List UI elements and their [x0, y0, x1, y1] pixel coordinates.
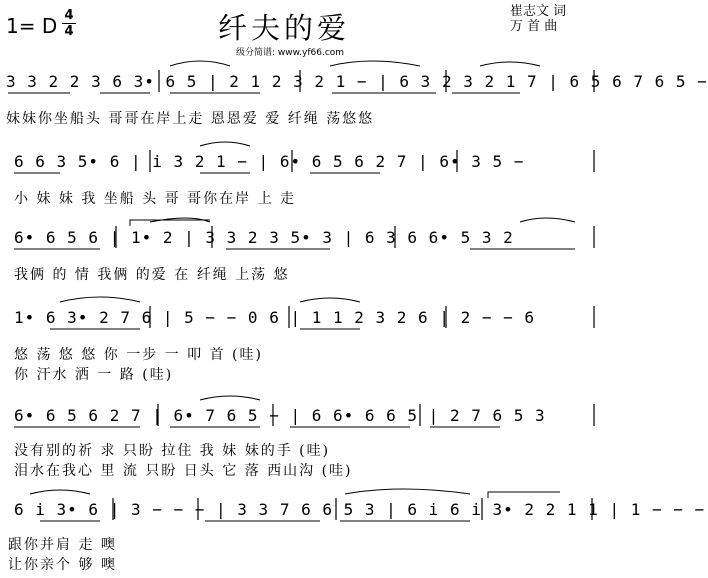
key-signature: 1= D: [6, 14, 58, 38]
lyric-line-5a: 没有别的祈 求 只盼 拉住 我 妹 妹的手 (哇): [14, 443, 331, 459]
time-signature-top: 4: [64, 8, 74, 23]
song-title: 纤夫的爱: [218, 11, 351, 45]
notation-line-3: 6• 6 5 6 | 1• 2 | 3 3 2 3 5• 3 | 6 3 6 6• 5 3 2: [14, 228, 514, 247]
lyric-line-1a: 妹妹你坐船头 哥哥在岸上走 恩恩爱 爱 纤绳 荡悠悠: [6, 111, 375, 127]
lyric-line-2a: 小 妹 妹 我 坐船 头 哥 哥你在岸 上 走: [14, 191, 297, 207]
notation-line-1: 3 3 2 2 3 6 3• 6 5 | 2 1 2 3 2 1 − | 6 3 2 3 2 1 7 | 6 5 6 7 6 5 −: [6, 72, 708, 91]
composer-credit: 万 首 曲: [510, 19, 558, 34]
lyric-line-5b: 泪水在我心 里 流 只盼 日头 它 落 西山沟 (哇): [14, 463, 353, 479]
lyric-line-4a: 悠 荡 悠 悠 你 一步 一 叩 首 (哇): [14, 347, 263, 363]
notation-line-2: 6 6 3 5• 6 | i 3 2 1 − | 6• 6 5 6 2 7 | 6• 3 5 −: [14, 152, 525, 171]
source-watermark: 级分简谱: www.yf66.com: [236, 48, 345, 58]
lyric-line-4b: 你 汗水 洒 一 路 (哇): [14, 367, 174, 383]
credits: [510, 4, 566, 34]
notation-line-4: 1• 6 3• 2 7 6 | 5 − − 0 6 | 1 1 2 3 2 6 | 2 − − 6: [14, 308, 536, 327]
notation-line-6: 6 i 3• 6 | 3 − − − | 3 3 7 6 6 5 3 | 6 i 6 i 3• 2 2 1 1 | 1 − − −: [14, 500, 706, 519]
lyricist-credit: 崔志文 词: [510, 4, 567, 19]
lyric-line-6b: 让你亲个 够 噢: [8, 557, 117, 573]
time-signature: [62, 9, 76, 38]
lyric-line-6a: 跟你并肩 走 噢: [8, 537, 117, 553]
lyric-line-3a: 我俩 的 情 我俩 的爱 在 纤绳 上荡 悠: [14, 267, 290, 283]
time-signature-bottom: 4: [64, 24, 74, 39]
notation-line-5: 6• 6 5 6 2 7 | 6• 7 6 5 − | 6 6• 6 6 5 | 2 7 6 5 3: [14, 406, 546, 425]
